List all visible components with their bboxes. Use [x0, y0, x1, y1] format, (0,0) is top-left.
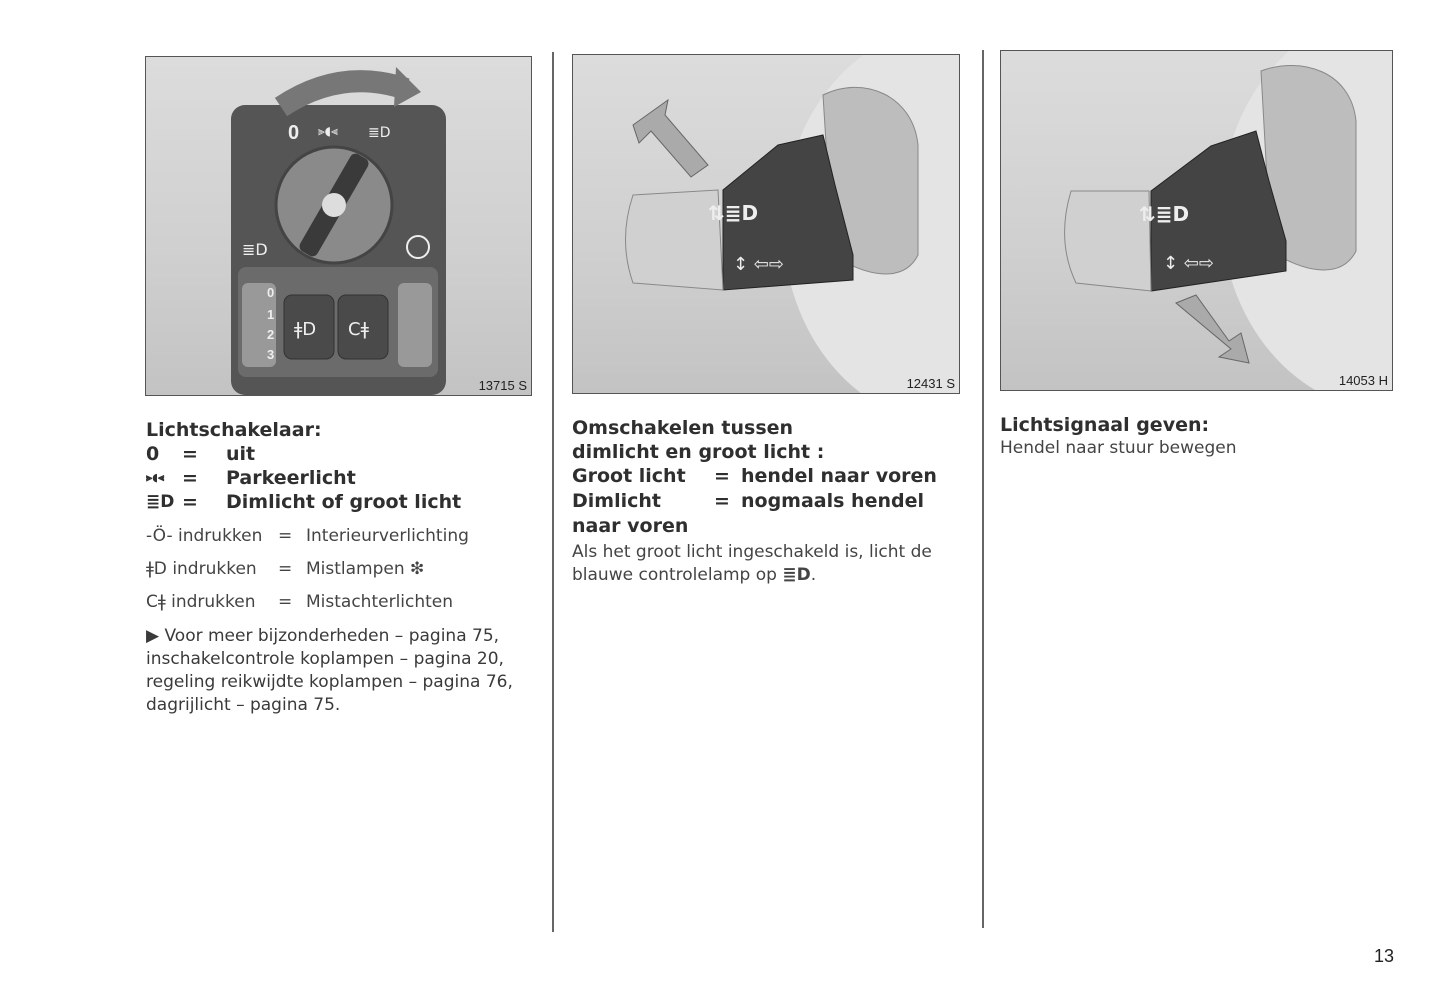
figure-stalk-back — [1000, 50, 1393, 391]
def-equals: = — [182, 491, 198, 513]
scale-0: 0 — [267, 285, 275, 300]
interior-light-icon: -Ö- — [146, 526, 173, 546]
def-value: Dimlicht of groot licht — [226, 491, 462, 513]
front-fog-icon: ǂD — [294, 319, 317, 340]
press-equals: = — [278, 592, 293, 612]
press-label: indrukken — [172, 559, 257, 579]
column-divider-1 — [552, 52, 554, 932]
beam-row — [572, 464, 972, 489]
pointer-icon: ▶ — [146, 626, 160, 646]
beam-equals: = — [714, 490, 730, 512]
stalk-back-illustration — [1001, 51, 1392, 390]
interior-light-icon — [322, 193, 346, 217]
flash-text: Hendel naar stuur bewegen — [1000, 438, 1237, 458]
column-divider-2 — [982, 50, 984, 928]
beam-value: nogmaals hendel — [741, 490, 924, 512]
def-key: 0 — [146, 443, 160, 465]
press-action — [146, 553, 278, 586]
figure-code: 14053 H — [1338, 373, 1388, 388]
indicator-arrows-icon: ↕ ⇦⇨ — [1163, 253, 1214, 274]
figure-code: 12431 S — [906, 376, 955, 391]
press-row — [146, 586, 546, 619]
reference-line: inschakelcontrole koplampen – pagina 20, — [146, 649, 504, 669]
high-beam-icon: ⇅≣D — [708, 201, 759, 225]
section-title-line: dimlicht en groot licht : — [572, 441, 825, 463]
column-beam-switch — [572, 416, 972, 587]
high-beam-icon: ⇅≣D — [1139, 202, 1190, 226]
beam-key: Groot licht — [572, 465, 686, 487]
scale-3: 3 — [267, 347, 275, 362]
indicator-arrows-icon: ↕ ⇦⇨ — [733, 254, 784, 275]
section-title-line: Omschakelen tussen — [572, 417, 794, 439]
fog-indicator-icon: ❇ — [410, 559, 425, 579]
rotate-arrow-icon — [281, 81, 406, 107]
section-title: Lichtsignaal geven: — [1000, 414, 1210, 436]
def-value: Parkeerlicht — [226, 467, 356, 489]
dipped-beam-icon: ≣D — [368, 125, 391, 141]
backward-arrow-icon — [1176, 295, 1249, 363]
figure-stalk-forward — [572, 54, 960, 394]
beam-equals: = — [714, 465, 730, 487]
rotate-arrow-head-icon — [394, 67, 421, 107]
press-label: indrukken — [178, 526, 263, 546]
def-value: uit — [226, 443, 256, 465]
rear-fog-icon: Cǂ — [348, 319, 369, 340]
dimmer-wheel[interactable] — [398, 283, 432, 367]
definition-row — [146, 442, 546, 466]
press-action — [146, 586, 278, 619]
def-equals: = — [182, 443, 198, 465]
beam-key: Dimlicht — [572, 490, 661, 512]
reference-line: dagrijlicht – pagina 75. — [146, 695, 341, 715]
references — [146, 625, 546, 717]
stalk-forward-illustration — [573, 55, 959, 393]
beam-continuation: naar voren — [572, 515, 689, 537]
reference-line: regeling reikwijdte koplampen – pagina 76, — [146, 672, 513, 692]
press-equals: = — [278, 526, 293, 546]
press-value: Mistlampen — [306, 559, 405, 579]
scale-2: 2 — [267, 327, 275, 342]
column-light-switch — [146, 418, 546, 717]
def-equals: = — [182, 467, 198, 489]
headlight-icon: ≣D — [146, 492, 175, 512]
press-value: Interieurverlichting — [306, 526, 469, 546]
dial-off-label: 0 — [288, 122, 300, 144]
figure-light-switch — [145, 56, 532, 396]
beam-note: Als het groot licht ingeschakeld is, licht de blauwe controlelamp op ≣D. — [572, 542, 932, 585]
scale-1: 1 — [267, 307, 275, 322]
headlight-range-icon: ≣D — [242, 240, 268, 259]
column-flash — [1000, 413, 1400, 460]
parking-light-icon: ⫸◖⫷ — [146, 471, 165, 484]
high-beam-icon: ≣D — [782, 565, 811, 585]
press-row — [146, 553, 546, 586]
beam-value: hendel naar voren — [741, 465, 937, 487]
press-value: Mistachterlichten — [306, 592, 454, 612]
figure-code: 13715 S — [478, 378, 527, 393]
press-row — [146, 520, 546, 553]
rear-fog-icon: Cǂ — [146, 592, 166, 612]
front-fog-icon: ǂD — [146, 559, 167, 579]
parking-light-icon: ⫸◖⫷ — [318, 124, 338, 138]
definition-row — [146, 490, 546, 514]
beam-row — [572, 489, 972, 514]
press-action — [146, 520, 278, 553]
section-title: Lichtschakelaar: — [146, 419, 322, 441]
definition-row — [146, 466, 546, 490]
page-number: 13 — [1374, 946, 1395, 966]
press-label: indrukken — [171, 592, 256, 612]
forward-arrow-icon — [633, 100, 708, 177]
light-switch-illustration — [146, 57, 531, 395]
reference-line: ▶ Voor meer bijzonderheden – pagina 75, — [146, 626, 500, 646]
press-equals: = — [278, 559, 293, 579]
